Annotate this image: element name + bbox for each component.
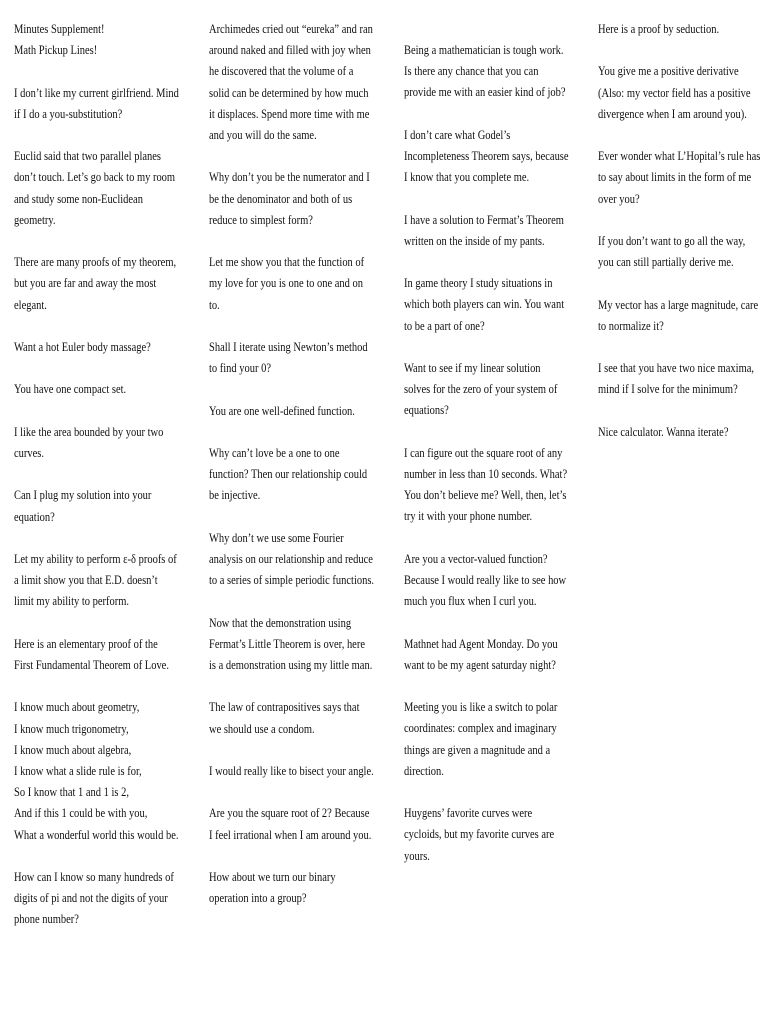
column-1 (14, 19, 179, 952)
pickup-line: Are you a vector-valued function? Because I would really like to see how much you flux when I curl you. (404, 551, 567, 609)
pickup-line: Here is a proof by seduction. (598, 22, 720, 36)
pickup-line: Want a hot Euler body massage? (14, 339, 151, 354)
pickup-line: Want to see if my linear solution solves for the zero of your system of equations? (404, 360, 558, 418)
column-3 (404, 40, 569, 888)
pickup-line: There are many proofs of my theorem, but you are far and away the most elegant. (14, 255, 177, 312)
pickup-line: I don’t like my current girlfriend. Mind if I do a you-substitution? (14, 85, 179, 121)
pickup-line: Are you the square root of 2? Because I feel irrational when I am around you. (209, 806, 372, 842)
pickup-line: Shall I iterate using Newton’s method to find your 0? (209, 340, 368, 376)
pickup-line: Here is an elementary proof of the First Fundamental Theorem of Love. (14, 636, 169, 672)
pickup-line: Let my ability to perform ε-δ proofs of a limit show you that E.D. doesn’t limit my ability to perform. (14, 551, 177, 609)
pickup-line: Why can’t love be a one to one function? Then our relationship could be injective. (209, 445, 368, 503)
pickup-line: Nice calculator. Wanna iterate? (598, 424, 729, 439)
pickup-line: Let me show you that the function of my love for you is one to one and on to. (209, 255, 365, 312)
pickup-line: How can I know so many hundreds of digits of pi and not the digits of your phone number? (14, 869, 174, 927)
column-4 (598, 19, 763, 464)
pickup-line: You give me a positive derivative (Also: my vector field has a positive divergence when I am around you). (598, 64, 751, 121)
pickup-line: Euclid said that two parallel planes don’t touch. Let’s go back to my room and study some non-Euclidean geometry. (14, 149, 176, 227)
pickup-line: The law of contrapositives says that we should use a condom. (209, 700, 360, 736)
column-2 (209, 19, 374, 931)
pickup-line: Ever wonder what L’Hopital’s rule has to say about limits in the form of me over you? (598, 149, 761, 206)
pickup-line: Mathnet had Agent Monday. Do you want to be my agent saturday night? (404, 636, 558, 672)
pickup-line: Can I plug my solution into your equation? (14, 488, 152, 524)
pickup-line: I can figure out the square root of any number in less than 10 seconds. What? You don’t believe me? Well, then, let’s try it with your phone number. (404, 445, 568, 524)
title-paragraph: Minutes Supplement! Math Pickup Lines! (14, 22, 105, 58)
pickup-line: Why don’t we use some Fourier analysis on our relationship and reduce to a series of simple periodic functions. (209, 530, 375, 588)
pickup-line: Huygens’ favorite curves were cycloids, but my favorite curves are yours. (404, 806, 555, 863)
pickup-line: My vector has a large magnitude, care to normalize it? (598, 297, 759, 333)
pickup-line: Why don’t you be the numerator and I be the denominator and both of us reduce to simplest form? (209, 170, 370, 227)
pickup-line: Being a mathematician is tough work. Is there any chance that you can provide me with an easier kind of job? (404, 43, 566, 100)
pickup-line: I don’t care what Godel’s Incompleteness Theorem says, because I know that you complete me. (404, 127, 569, 185)
pickup-line: Now that the demonstration using Fermat’s Little Theorem is over, here is a demonstration using my little man. (209, 615, 373, 672)
pickup-line: I would really like to bisect your angle. (209, 763, 374, 778)
pickup-line: Meeting you is like a switch to polar coordinates: complex and imaginary things are given a magnitude and a direction. (404, 700, 558, 778)
pickup-line: In game theory I study situations in which both players can win. You want to be a part of one? (404, 276, 565, 333)
pickup-line: I like the area bounded by your two curves. (14, 424, 164, 460)
pickup-line: Archimedes cried out “eureka” and ran around naked and filled with joy when he discovered that the volume of a solid can be determined by how much it displaces. Spend more time with me and you will do the same. (209, 22, 373, 143)
pickup-line: You are one well-defined function. (209, 403, 355, 418)
pickup-line: I see that you have two nice maxima, mind if I solve for the minimum? (598, 361, 755, 397)
pickup-line: How about we turn our binary operation into a group? (209, 869, 336, 906)
pickup-line: You have one compact set. (14, 382, 127, 397)
pickup-line: I have a solution to Fermat’s Theorem written on the inside of my pants. (404, 212, 564, 248)
poem-paragraph: I know much about geometry, I know much trigonometry, I know much about algebra, I know what a slide rule is for, So I know that 1 and 1 is 2, And if this 1 could be with you, What a wonderful world this would be. (14, 700, 179, 842)
pickup-line: If you don’t want to go all the way, you can still partially derive me. (598, 233, 746, 270)
